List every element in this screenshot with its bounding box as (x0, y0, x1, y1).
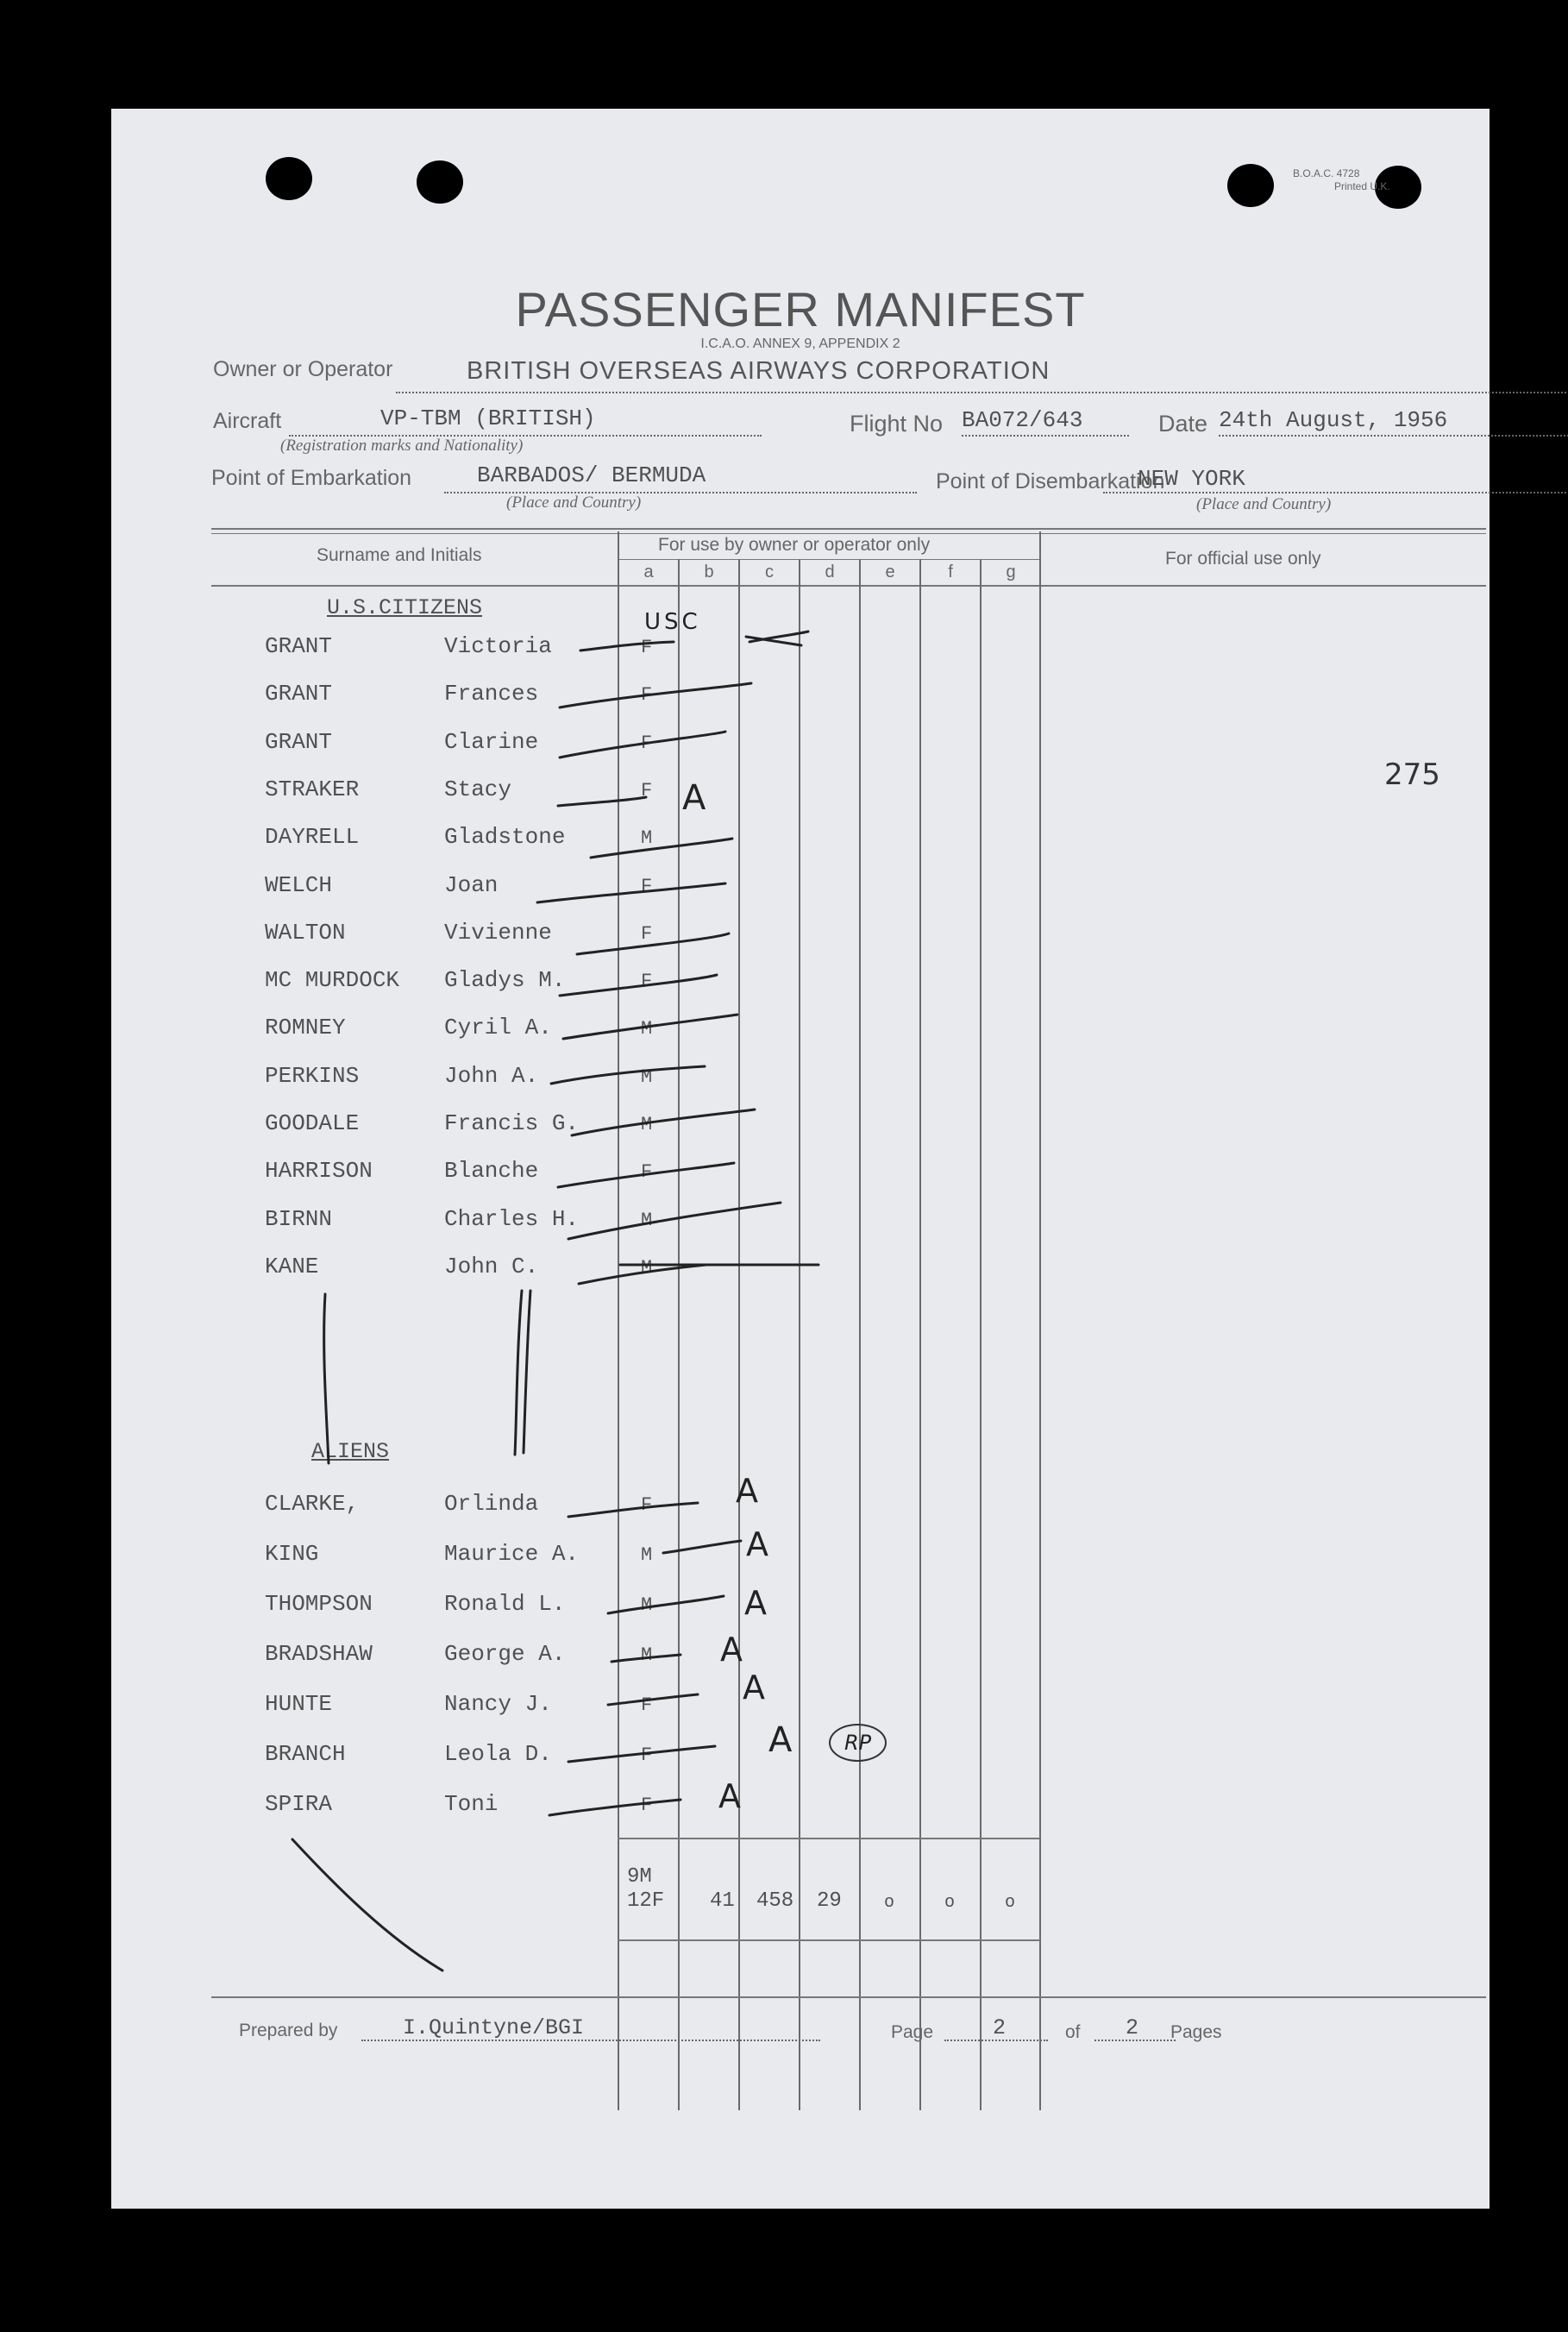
flight-label: Flight No (850, 411, 944, 437)
passenger-given-name: John A. (444, 1062, 539, 1089)
passenger-sex: F (641, 1795, 653, 1816)
page-number: 2 (993, 2015, 1007, 2040)
passenger-sex: F (641, 1694, 653, 1716)
handwritten-alien-mark: A (743, 1669, 765, 1707)
subcolumn-d: d (825, 563, 835, 581)
passenger-sex: M (641, 1544, 653, 1566)
flight-number: BA072/643 (962, 407, 1083, 433)
passenger-surname: KANE (265, 1253, 319, 1279)
passenger-given-name: Orlinda (444, 1491, 539, 1517)
embarkation-note: (Place and Country) (506, 493, 642, 512)
passenger-surname: WALTON (265, 919, 346, 946)
passenger-sex: M (641, 827, 653, 850)
handwritten-usc-mark: USC (644, 609, 701, 635)
passenger-given-name: Maurice A. (444, 1541, 580, 1567)
of-label: of (1065, 2022, 1081, 2042)
passenger-given-name: Charles H. (444, 1205, 580, 1232)
prepared-by-label: Prepared by (239, 2021, 338, 2040)
passenger-sex: F (641, 779, 653, 801)
passenger-sex: M (641, 1644, 653, 1666)
form-number-line: B.O.A.C. 4728 (1293, 167, 1360, 179)
total-sex-female: 12F (627, 1889, 665, 1913)
passenger-sex: M (641, 1594, 653, 1616)
passenger-given-name: Blanche (444, 1158, 539, 1185)
handwritten-alien-mark: A (744, 1584, 767, 1622)
passenger-given-name: Nancy J. (444, 1691, 552, 1717)
passenger-given-name: Stacy (444, 776, 512, 802)
passenger-surname: PERKINS (265, 1062, 360, 1089)
disembarkation-note: (Place and Country) (1196, 495, 1332, 513)
total-d: 29 (817, 1889, 842, 1913)
passenger-surname: GRANT (265, 633, 333, 659)
total-c: 458 (756, 1889, 794, 1913)
handwritten-alien-mark: A (718, 1777, 741, 1815)
passenger-sex: F (641, 1494, 653, 1516)
footer-rule (211, 1996, 1486, 1998)
passenger-surname: GOODALE (265, 1110, 360, 1136)
passenger-given-name: Cyril A. (444, 1015, 552, 1041)
passenger-surname: WELCH (265, 871, 333, 898)
pages-label: Pages (1170, 2022, 1222, 2042)
handwritten-alien-mark: A (768, 1720, 793, 1760)
passenger-given-name: Gladys M. (444, 967, 566, 994)
handwritten-alien-mark: A (720, 1631, 743, 1669)
section-us-citizens: U.S.CITIZENS (327, 595, 483, 620)
handwritten-ink-strokes (111, 109, 1490, 2209)
passenger-sex: F (641, 1744, 653, 1766)
passenger-given-name: Joan (444, 871, 499, 898)
disembarkation-value: NEW YORK (1138, 466, 1245, 492)
passenger-sex: F (641, 875, 653, 897)
handwritten-rp-mark: RP (829, 1724, 887, 1762)
passenger-given-name: Toni (444, 1791, 499, 1817)
passenger-sex: M (641, 1209, 653, 1231)
passenger-sex: F (641, 684, 653, 707)
page-label: Page (891, 2022, 934, 2042)
surname-column-header: Surname and Initials (317, 545, 482, 565)
aircraft-note: (Registration marks and Nationality) (280, 437, 524, 455)
passenger-surname: KING (265, 1541, 319, 1567)
owner-value: BRITISH OVERSEAS AIRWAYS CORPORATION (467, 357, 1051, 385)
subcolumn-e: e (885, 563, 895, 581)
document-subtitle: I.C.A.O. ANNEX 9, APPENDIX 2 (700, 336, 900, 351)
passenger-surname: CLARKE, (265, 1491, 360, 1517)
passenger-surname: SPIRA (265, 1791, 333, 1817)
handwritten-alien-mark: A (736, 1472, 758, 1510)
aircraft-label: Aircraft (213, 409, 282, 433)
passenger-given-name: George A. (444, 1641, 566, 1667)
prepared-by-line (361, 2040, 820, 2041)
subcolumn-f: f (948, 563, 953, 581)
passenger-sex: F (641, 637, 653, 658)
owner-label: Owner or Operator (213, 357, 393, 381)
passenger-given-name: Victoria (444, 633, 552, 659)
disembarkation-label: Point of Disembarkation (936, 469, 1165, 493)
passenger-sex: M (641, 1256, 653, 1279)
passenger-given-name: Frances (444, 681, 539, 707)
passenger-surname: BIRNN (265, 1205, 333, 1232)
section-aliens: ALIENS (311, 1439, 390, 1464)
passenger-sex: M (641, 1065, 653, 1088)
embarkation-label: Point of Embarkation (211, 466, 412, 490)
passenger-surname: HUNTE (265, 1691, 333, 1717)
embarkation-value: BARBADOS/ BERMUDA (477, 462, 706, 488)
subcolumn-a: a (643, 563, 654, 581)
passenger-surname: BRANCH (265, 1741, 346, 1767)
official-use-header: For official use only (1165, 549, 1321, 569)
passenger-surname: BRADSHAW (265, 1641, 373, 1667)
prepared-by-value: I.Quintyne/BGI (403, 2015, 585, 2040)
passenger-sex: F (641, 1161, 653, 1184)
passenger-sex: F (641, 971, 653, 993)
handwritten-alien-mark: A (682, 778, 706, 818)
passenger-sex: M (641, 1114, 653, 1135)
owner-use-header: For use by owner or operator only (658, 535, 931, 555)
passenger-surname: MC MURDOCK (265, 967, 400, 994)
total-b: 41 (710, 1889, 735, 1913)
passenger-surname: GRANT (265, 728, 333, 755)
passenger-given-name: Francis G. (444, 1110, 580, 1136)
subcolumn-c: c (765, 563, 774, 581)
total-g: o (1005, 1893, 1016, 1913)
total-f: o (944, 1893, 956, 1913)
passenger-given-name: John C. (444, 1253, 539, 1279)
total-sex-male: 9M (627, 1865, 652, 1889)
passenger-given-name: Vivienne (444, 919, 552, 946)
passenger-given-name: Gladstone (444, 824, 566, 851)
passenger-surname: THOMPSON (265, 1591, 373, 1617)
total-e: o (884, 1893, 895, 1913)
passenger-surname: HARRISON (265, 1158, 373, 1185)
passenger-surname: ROMNEY (265, 1015, 346, 1041)
date-label: Date (1158, 411, 1208, 437)
passenger-sex: F (641, 732, 653, 754)
passenger-given-name: Clarine (444, 728, 539, 755)
passenger-given-name: Ronald L. (444, 1591, 566, 1617)
subcolumn-g: g (1006, 563, 1016, 581)
handwritten-official-number: 275 (1384, 757, 1440, 792)
passenger-surname: DAYRELL (265, 824, 360, 851)
page-total: 2 (1126, 2015, 1139, 2040)
manifest-sheet (111, 109, 1490, 2209)
passenger-given-name: Leola D. (444, 1741, 552, 1767)
page-number-line (944, 2040, 1048, 2041)
handwritten-alien-mark: A (746, 1525, 768, 1563)
form-number-line: Printed U.K. (1334, 180, 1390, 192)
passenger-surname: GRANT (265, 681, 333, 707)
document-title: PASSENGER MANIFEST (515, 282, 1086, 336)
aircraft-value: VP-TBM (BRITISH) (380, 405, 596, 431)
passenger-sex: F (641, 922, 653, 945)
passenger-surname: STRAKER (265, 776, 360, 802)
passenger-sex: M (641, 1018, 653, 1040)
subcolumn-b: b (704, 563, 714, 581)
page-total-line (1094, 2040, 1176, 2041)
flight-date: 24th August, 1956 (1219, 407, 1448, 433)
